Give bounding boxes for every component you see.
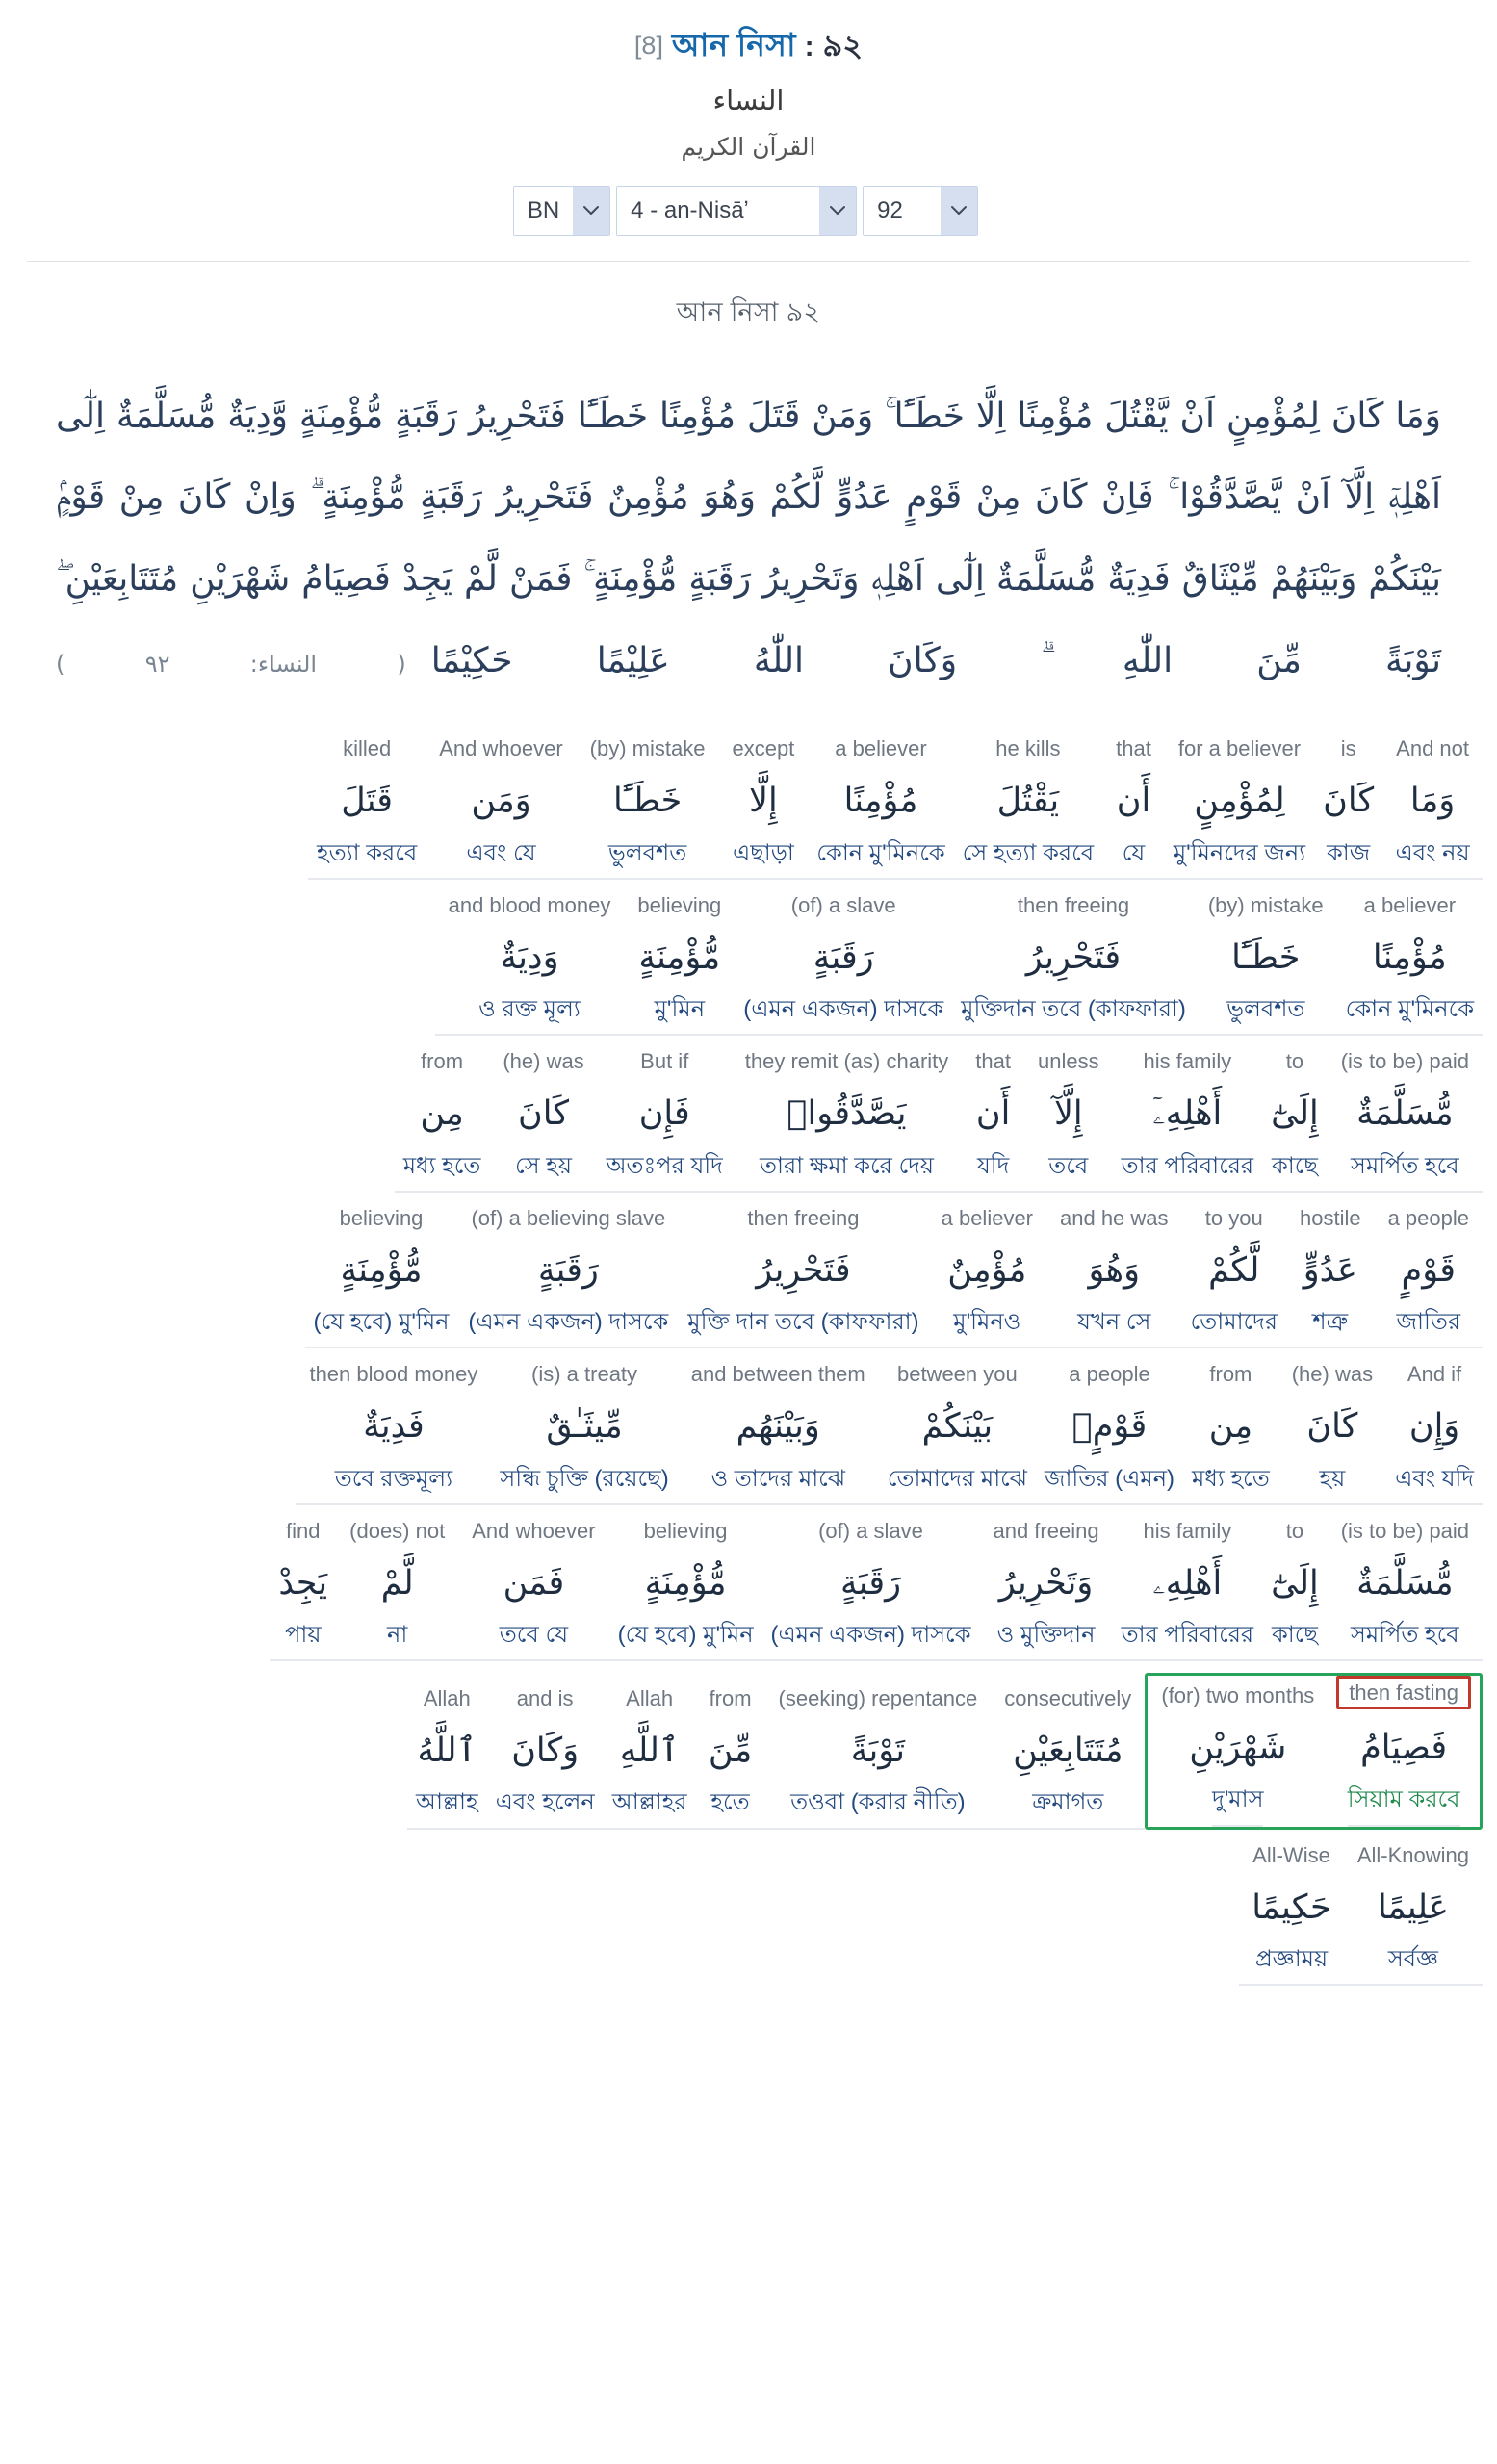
word-english-gloss: a believer bbox=[1363, 892, 1457, 917]
word-bangla: এবং যদি bbox=[1395, 1465, 1474, 1492]
word-english-gloss: (he) was bbox=[503, 1049, 584, 1074]
word-english-gloss: a people bbox=[1387, 1205, 1469, 1230]
word-arabic: فَإِن bbox=[638, 1094, 690, 1134]
ayah-text: وَمَا كَانَ لِمُؤْمِنٍ اَنْ يَّقْتُلَ مُؤْمِنًا اِلَّا خَطَـًٔا ۚ وَمَنْ قَتَلَ مُؤْمِنًا خَطَـًٔا فَتَحْرِيرُ رَقَبَةٍ مُّؤْمِنَةٍ وَّدِيَةٌ مُّسَلَّمَةٌ اِلٰٓى اَهْلِهٖٓ اِلَّآ اَنْ يَّصَّدَّقُوْا ۚ فَاِنْ كَانَ مِنْ قَوْمٍ عَدُوٍّ لَّكُمْ وَهُوَ مُؤْمِنٌ فَتَحْرِيرُ رَقَبَةٍ مُّؤْمِنَةٍ ۗ وَاِنْ كَانَ مِنْ قَوْمٍۢ بَيْنَكُمْ وَبَيْنَهُمْ مِّيْثَاقٌ فَدِيَةٌ مُّسَلَّمَةٌ اِلٰٓى اَهْلِهٖ وَتَحْرِيرُ رَقَبَةٍ مُّؤْمِنَةٍ ۚ فَمَنْ لَّمْ يَجِدْ فَصِيَامُ شَهْرَيْنِ مُتَتَابِعَيْنِ ۖ تَوْبَةً مِّنَ اللّٰهِ ۗ وَكَانَ اللّٰهُ عَلِيْمًا حَكِيْمًا bbox=[56, 396, 1441, 680]
word-arabic: مِّنَ bbox=[708, 1732, 753, 1771]
word-bangla: যদি bbox=[976, 1152, 1010, 1179]
word-english-gloss: and between them bbox=[690, 1362, 865, 1387]
language-select[interactable] bbox=[513, 186, 610, 236]
word-bangla: ক্রমাগত bbox=[1032, 1789, 1104, 1816]
word-arabic: وَمَن bbox=[471, 782, 531, 821]
word-english-gloss: And whoever bbox=[439, 736, 563, 761]
word-arabic: أَهْلِهِۦٓ bbox=[1152, 1094, 1223, 1134]
word-arabic: مُّسَلَّمَةٌ bbox=[1356, 1094, 1454, 1134]
word-arabic: وَكَانَ bbox=[511, 1732, 580, 1771]
word-english-gloss: All-Knowing bbox=[1356, 1842, 1469, 1867]
chevron-down-icon[interactable] bbox=[573, 187, 609, 235]
word-arabic: يَقْتُلَ bbox=[996, 782, 1060, 821]
word-cell[interactable] bbox=[407, 1684, 487, 1829]
word-bangla: ও মুক্তিদান bbox=[996, 1621, 1096, 1648]
word-arabic: لَّكُمْ bbox=[1208, 1250, 1260, 1290]
word-cell[interactable] bbox=[979, 1517, 1112, 1661]
surah-title-bangla: আন নিসা ৯২ bbox=[676, 296, 821, 326]
word-bangla: ভুলবশত bbox=[1226, 996, 1305, 1023]
word-arabic: كَانَ bbox=[1323, 782, 1375, 821]
word-bangla: জাতির bbox=[1396, 1309, 1461, 1336]
word-bangla: সে হত্যা করবে bbox=[962, 839, 1095, 866]
word-english-gloss: and blood money bbox=[448, 892, 611, 917]
title-separator: : bbox=[804, 31, 814, 63]
surah-index-label: [8] bbox=[633, 31, 663, 60]
word-cell[interactable] bbox=[308, 734, 426, 879]
word-cell[interactable] bbox=[1102, 734, 1165, 879]
word-arabic: وَبَيْنَهُم bbox=[736, 1407, 820, 1447]
word-cell[interactable] bbox=[1375, 1204, 1483, 1348]
word-english-gloss: then freeing bbox=[1017, 892, 1130, 917]
word-bangla: তবে রক্তমূল্য bbox=[334, 1465, 453, 1492]
word-english-gloss: Allah bbox=[626, 1686, 674, 1711]
page-header bbox=[0, 0, 1497, 161]
word-cell[interactable] bbox=[1113, 1047, 1263, 1192]
word-cell[interactable] bbox=[1024, 1047, 1113, 1192]
word-english-gloss: from bbox=[709, 1686, 752, 1711]
word-english-gloss: from bbox=[421, 1049, 464, 1074]
word-english-gloss: (of) a slave bbox=[818, 1518, 923, 1543]
word-english-gloss: and is bbox=[516, 1686, 574, 1711]
word-english-gloss: and he was bbox=[1060, 1205, 1169, 1230]
word-arabic: فَتَحْرِيرُ bbox=[756, 1250, 851, 1290]
word-cell[interactable] bbox=[426, 734, 576, 879]
word-arabic: أَن bbox=[975, 1094, 1011, 1134]
word-english-gloss: (is) a treaty bbox=[531, 1362, 638, 1387]
word-english-gloss: (does) not bbox=[349, 1518, 446, 1543]
word-cell[interactable] bbox=[928, 1204, 1046, 1348]
word-cell[interactable] bbox=[991, 1684, 1145, 1829]
word-english-gloss: killed bbox=[343, 736, 392, 761]
word-english-gloss: believing bbox=[339, 1205, 424, 1230]
word-cell[interactable] bbox=[270, 1517, 336, 1661]
word-row bbox=[14, 1841, 1483, 1986]
word-bangla: তার পরিবারের bbox=[1121, 1621, 1254, 1648]
header-divider bbox=[27, 261, 1470, 262]
word-arabic: فَتَحْرِيرُ bbox=[1025, 937, 1122, 977]
word-cell[interactable] bbox=[577, 734, 719, 879]
word-arabic: رَقَبَةٍ bbox=[840, 1563, 901, 1603]
word-cell[interactable] bbox=[395, 1047, 490, 1192]
word-bangla: (এমন একজন) দাসকে bbox=[770, 1621, 971, 1648]
word-bangla: ও তাদের মাঝে bbox=[710, 1465, 845, 1492]
word-english-gloss: to bbox=[1285, 1518, 1304, 1543]
word-cell[interactable] bbox=[762, 1517, 980, 1661]
word-cell[interactable] bbox=[487, 1684, 604, 1829]
word-bangla: কাজ bbox=[1327, 839, 1371, 866]
word-bangla: আল্লাহর bbox=[611, 1789, 687, 1816]
word-bangla: আল্লাহ bbox=[415, 1789, 478, 1816]
word-bangla: তার পরিবারের bbox=[1121, 1152, 1254, 1179]
word-english-gloss: (by) mistake bbox=[589, 736, 706, 761]
word-arabic: فَمَن bbox=[503, 1563, 565, 1603]
word-english-gloss: between you bbox=[896, 1362, 1018, 1387]
word-arabic: مُتَتَابِعَيْنِ bbox=[1013, 1732, 1123, 1771]
word-arabic: تَوْبَةً bbox=[850, 1732, 906, 1771]
word-cell[interactable] bbox=[598, 1047, 732, 1192]
word-cell[interactable] bbox=[336, 1517, 458, 1661]
word-arabic: وَمَا bbox=[1409, 782, 1456, 821]
word-arabic: قَوْمٍ bbox=[1401, 1250, 1457, 1290]
word-cell[interactable] bbox=[1328, 1517, 1483, 1661]
word-english-gloss: then fasting bbox=[1336, 1676, 1471, 1709]
book-name-arabic: القرآن الكريم bbox=[681, 132, 816, 161]
word-arabic: خَطَـًٔا bbox=[1231, 937, 1301, 977]
word-english-gloss: find bbox=[286, 1518, 321, 1543]
word-english-gloss: (seeking) repentance bbox=[778, 1686, 978, 1711]
word-bangla: যখন সে bbox=[1077, 1309, 1151, 1336]
word-arabic: مُّؤْمِنَةٍ bbox=[644, 1563, 727, 1603]
word-bangla: (যে হবে) মু'মিন bbox=[313, 1309, 450, 1336]
word-bangla: সে হয় bbox=[515, 1152, 573, 1179]
word-cell[interactable] bbox=[879, 1360, 1036, 1504]
word-arabic: بَيْنَكُمْ bbox=[921, 1407, 994, 1447]
word-cell[interactable] bbox=[1046, 1204, 1182, 1348]
word-row bbox=[14, 1204, 1483, 1348]
word-arabic: قَتَلَ bbox=[341, 782, 394, 821]
word-bangla: মু'মিনও bbox=[953, 1309, 1021, 1336]
word-cell[interactable] bbox=[1148, 1681, 1328, 1826]
word-bangla: সমর্পিত হবে bbox=[1351, 1621, 1459, 1648]
word-arabic: مِن bbox=[1208, 1407, 1253, 1447]
word-arabic: وَهُوَ bbox=[1088, 1250, 1140, 1290]
word-arabic: شَهْرَيْنِ bbox=[1189, 1729, 1287, 1768]
word-cell[interactable] bbox=[1286, 1204, 1375, 1348]
word-cell[interactable] bbox=[952, 891, 1195, 1036]
word-english-gloss: (by) mistake bbox=[1207, 892, 1324, 917]
word-cell[interactable] bbox=[1182, 1204, 1286, 1348]
word-english-gloss: for a believer bbox=[1177, 736, 1302, 761]
surah-name-bangla: আন নিসা bbox=[671, 27, 796, 63]
word-bangla: যে bbox=[1122, 839, 1146, 866]
word-arabic: مُؤْمِنًا bbox=[1372, 937, 1447, 977]
word-cell[interactable] bbox=[1337, 891, 1483, 1036]
word-bangla: তবে যে bbox=[499, 1621, 569, 1648]
word-cell[interactable] bbox=[1195, 891, 1337, 1036]
word-english-gloss: (he) was bbox=[1291, 1362, 1374, 1387]
word-english-gloss: his family bbox=[1143, 1049, 1232, 1074]
word-english-gloss: (for) two months bbox=[1161, 1683, 1315, 1708]
word-english-gloss: consecutively bbox=[1004, 1686, 1132, 1711]
word-cell[interactable] bbox=[718, 734, 808, 879]
word-bangla: মধ্য হতে bbox=[1192, 1465, 1270, 1492]
word-bangla: তোমাদের মাঝে bbox=[887, 1465, 1027, 1492]
word-cell[interactable] bbox=[435, 891, 625, 1036]
word-by-word-grid bbox=[0, 734, 1497, 1986]
word-english-gloss: they remit (as) charity bbox=[744, 1049, 949, 1074]
word-bangla: মুক্তিদান তবে (কাফফারা) bbox=[961, 996, 1186, 1023]
surah-name-arabic: النساء bbox=[712, 83, 785, 116]
chevron-down-icon[interactable] bbox=[819, 187, 856, 235]
word-bangla: মু'মিন bbox=[654, 996, 706, 1023]
word-cell[interactable] bbox=[1262, 1517, 1328, 1661]
word-cell[interactable] bbox=[808, 734, 953, 879]
word-cell[interactable] bbox=[735, 891, 952, 1036]
word-bangla: জাতির (এমন) bbox=[1044, 1465, 1175, 1492]
word-english-gloss: And if bbox=[1407, 1362, 1462, 1387]
word-english-gloss: except bbox=[732, 736, 795, 761]
word-english-gloss: to bbox=[1285, 1049, 1304, 1074]
word-cell[interactable] bbox=[489, 1047, 597, 1192]
word-bangla: তওবা (করার নীতি) bbox=[790, 1789, 966, 1816]
word-cell[interactable] bbox=[1314, 734, 1382, 879]
word-cell[interactable] bbox=[609, 1517, 762, 1661]
word-row bbox=[14, 1360, 1483, 1504]
word-arabic: وَتَحْرِيرُ bbox=[998, 1563, 1094, 1603]
word-cell[interactable] bbox=[732, 1047, 963, 1192]
word-english-gloss: a believer bbox=[835, 736, 927, 761]
word-english-gloss: And not bbox=[1396, 736, 1469, 761]
word-bangla: এবং নয় bbox=[1395, 839, 1470, 866]
word-bangla: (যে হবে) মু'মিন bbox=[617, 1621, 754, 1648]
word-english-gloss: a people bbox=[1069, 1362, 1150, 1387]
word-english-gloss: hostile bbox=[1299, 1205, 1361, 1230]
word-cell[interactable] bbox=[1344, 1841, 1483, 1986]
word-english-gloss: believing bbox=[643, 1518, 728, 1543]
word-cell[interactable] bbox=[1328, 1676, 1480, 1826]
word-bangla: প্রজ্ঞাময় bbox=[1254, 1945, 1329, 1972]
word-row bbox=[14, 1047, 1483, 1192]
word-cell[interactable] bbox=[458, 1517, 608, 1661]
word-bangla: ভুলবশত bbox=[607, 839, 687, 866]
word-cell[interactable] bbox=[457, 1204, 679, 1348]
word-english-gloss: a believer bbox=[941, 1205, 1033, 1230]
word-cell[interactable] bbox=[1328, 1047, 1483, 1192]
word-english-gloss: is bbox=[1340, 736, 1356, 761]
word-arabic: أَن bbox=[1116, 782, 1151, 821]
word-arabic: مُؤْمِنًا bbox=[843, 782, 918, 821]
word-cell[interactable] bbox=[954, 734, 1102, 879]
word-arabic: إِلَّآ bbox=[1053, 1094, 1083, 1134]
word-arabic: كَانَ bbox=[518, 1094, 570, 1134]
word-arabic: مُؤْمِنٌ bbox=[947, 1250, 1027, 1290]
word-english-gloss: that bbox=[975, 1049, 1011, 1074]
word-bangla: কোন মু'মিনকে bbox=[1345, 996, 1474, 1023]
word-arabic: لِمُؤْمِنٍ bbox=[1194, 782, 1285, 821]
word-bangla: এছাড়া bbox=[732, 839, 794, 866]
word-row bbox=[14, 1517, 1483, 1661]
word-arabic: فَدِيَةٌ bbox=[363, 1407, 425, 1447]
word-row bbox=[14, 734, 1483, 879]
word-cell[interactable] bbox=[1239, 1841, 1344, 1986]
ayah-arabic-text bbox=[56, 376, 1441, 702]
word-english-gloss: that bbox=[1116, 736, 1151, 761]
word-bangla: দু'মাস bbox=[1212, 1784, 1263, 1826]
word-bangla: না bbox=[387, 1621, 408, 1648]
word-arabic: عَلِيمًا bbox=[1377, 1887, 1449, 1927]
word-english-gloss: from bbox=[1209, 1362, 1252, 1387]
word-bangla: হয় bbox=[1319, 1465, 1346, 1492]
word-english-gloss: (of) a slave bbox=[790, 892, 896, 917]
word-cell[interactable] bbox=[491, 1360, 677, 1504]
word-english-gloss: But if bbox=[640, 1049, 689, 1074]
word-bangla: এবং হলেন bbox=[495, 1789, 595, 1816]
word-arabic: رَقَبَةٍ bbox=[537, 1250, 599, 1290]
ayah-select-value: 92 bbox=[864, 187, 941, 235]
word-arabic: قَوْمٍۭ bbox=[1071, 1407, 1148, 1447]
word-english-gloss: his family bbox=[1143, 1518, 1232, 1543]
word-cell[interactable] bbox=[1183, 1360, 1278, 1504]
word-english-gloss: And whoever bbox=[472, 1518, 596, 1543]
word-english-gloss: to you bbox=[1204, 1205, 1263, 1230]
word-row bbox=[14, 1673, 1483, 1829]
word-bangla: পায় bbox=[285, 1621, 322, 1648]
word-cell[interactable] bbox=[1382, 734, 1483, 879]
word-cell[interactable] bbox=[1262, 1047, 1328, 1192]
word-cell[interactable] bbox=[678, 1360, 879, 1504]
word-english-gloss: Allah bbox=[423, 1686, 471, 1711]
word-bangla: হত্যা করবে bbox=[317, 839, 418, 866]
word-arabic: مِن bbox=[420, 1094, 464, 1134]
word-bangla: শত্রু bbox=[1312, 1309, 1349, 1336]
word-bangla: সিয়াম করবে bbox=[1348, 1784, 1460, 1826]
language-select-value: BN bbox=[514, 187, 573, 235]
word-bangla: তারা ক্ষমা করে দেয় bbox=[760, 1152, 935, 1179]
word-arabic: مُّؤْمِنَةٍ bbox=[340, 1250, 423, 1290]
word-arabic: عَدُوٍّ bbox=[1303, 1250, 1357, 1290]
word-bangla: তোমাদের bbox=[1190, 1309, 1278, 1336]
word-arabic: وَدِيَةٌ bbox=[500, 937, 559, 977]
word-cell[interactable] bbox=[1113, 1517, 1263, 1661]
word-cell[interactable] bbox=[604, 1684, 696, 1829]
word-english-gloss: he kills bbox=[995, 736, 1061, 761]
word-cell[interactable] bbox=[962, 1047, 1024, 1192]
word-cell[interactable] bbox=[305, 1204, 458, 1348]
word-arabic: مُّسَلَّمَةٌ bbox=[1356, 1563, 1454, 1603]
word-arabic: ٱللَّهِ bbox=[619, 1732, 680, 1771]
word-arabic: أَهْلِهِۦ bbox=[1152, 1563, 1223, 1603]
word-arabic: يَصَّدَّقُوا۟ bbox=[787, 1094, 907, 1134]
word-bangla: ও রক্ত মূল্য bbox=[478, 996, 581, 1023]
word-bangla: এবং যে bbox=[466, 839, 536, 866]
word-english-gloss: and freeing bbox=[993, 1518, 1099, 1543]
word-arabic: إِلَّا bbox=[749, 782, 778, 821]
surah-select[interactable] bbox=[616, 186, 857, 236]
word-arabic: مِّيثَـٰقٌ bbox=[546, 1407, 623, 1447]
chevron-down-icon[interactable] bbox=[941, 187, 977, 235]
word-arabic: مُّؤْمِنَةٍ bbox=[638, 937, 721, 977]
word-cell[interactable] bbox=[696, 1684, 765, 1829]
word-bangla: মুক্তি দান তবে (কাফফারা) bbox=[687, 1309, 919, 1336]
word-bangla: কোন মু'মিনকে bbox=[816, 839, 945, 866]
word-bangla: কাছে bbox=[1271, 1621, 1318, 1648]
word-english-gloss: (of) a believing slave bbox=[471, 1205, 666, 1230]
word-bangla: সমর্পিত হবে bbox=[1351, 1152, 1459, 1179]
word-arabic: فَصِيَامُ bbox=[1360, 1729, 1448, 1768]
word-arabic: إِلَىٰٓ bbox=[1271, 1094, 1319, 1134]
word-cell[interactable] bbox=[296, 1360, 491, 1504]
word-english-gloss: (is to be) paid bbox=[1340, 1518, 1469, 1543]
surah-select-value: 4 - an-Nisāʼ bbox=[617, 187, 819, 235]
word-english-gloss: then blood money bbox=[309, 1362, 478, 1387]
word-arabic: حَكِيمًا bbox=[1252, 1887, 1331, 1927]
word-arabic: رَقَبَةٍ bbox=[813, 937, 874, 977]
word-bangla: অতঃপর যদি bbox=[606, 1152, 723, 1179]
word-row bbox=[14, 891, 1483, 1036]
word-cell[interactable] bbox=[679, 1204, 927, 1348]
word-english-gloss: believing bbox=[637, 892, 722, 917]
word-arabic: لَّمْ bbox=[380, 1563, 414, 1603]
word-english-gloss: unless bbox=[1037, 1049, 1099, 1074]
word-cell[interactable] bbox=[765, 1684, 992, 1829]
word-english-gloss: All-Wise bbox=[1252, 1842, 1330, 1867]
word-bangla: (এমন একজন) দাসকে bbox=[743, 996, 944, 1023]
word-bangla: সন্ধি চুক্তি (রয়েছে) bbox=[500, 1465, 669, 1492]
ayah-number-bangla: ৯২ bbox=[822, 28, 864, 63]
word-arabic: ٱللَّهُ bbox=[417, 1732, 477, 1771]
word-english-gloss: (is to be) paid bbox=[1340, 1049, 1469, 1074]
word-bangla: সর্বজ্ঞ bbox=[1387, 1945, 1438, 1972]
word-arabic: إِلَىٰٓ bbox=[1271, 1563, 1319, 1603]
ayah-reference: ( النساء: ٩٢ ) bbox=[56, 650, 406, 678]
word-cell[interactable] bbox=[624, 891, 735, 1036]
page-title bbox=[0, 25, 1497, 66]
selector-bar bbox=[0, 186, 1497, 236]
word-bangla: (এমন একজন) দাসকে bbox=[468, 1309, 669, 1336]
word-bangla: কাছে bbox=[1271, 1152, 1318, 1179]
word-arabic: كَانَ bbox=[1306, 1407, 1358, 1447]
word-bangla: তবে bbox=[1048, 1152, 1089, 1179]
word-arabic: خَطَـًٔا bbox=[612, 782, 683, 821]
word-bangla: হতে bbox=[710, 1789, 750, 1816]
word-cell[interactable] bbox=[1278, 1360, 1386, 1504]
word-bangla: মধ্য হতে bbox=[402, 1152, 481, 1179]
word-cell[interactable] bbox=[1036, 1360, 1183, 1504]
word-arabic: يَجِدْ bbox=[278, 1563, 328, 1603]
word-cell[interactable] bbox=[1386, 1360, 1483, 1504]
word-bangla: মু'মিনদের জন্য bbox=[1173, 839, 1306, 866]
word-cell[interactable] bbox=[1165, 734, 1314, 879]
word-english-gloss: then freeing bbox=[747, 1205, 860, 1230]
ayah-select[interactable] bbox=[863, 186, 978, 236]
word-arabic: وَإِن bbox=[1408, 1407, 1460, 1447]
highlighted-word-group bbox=[1145, 1673, 1483, 1829]
